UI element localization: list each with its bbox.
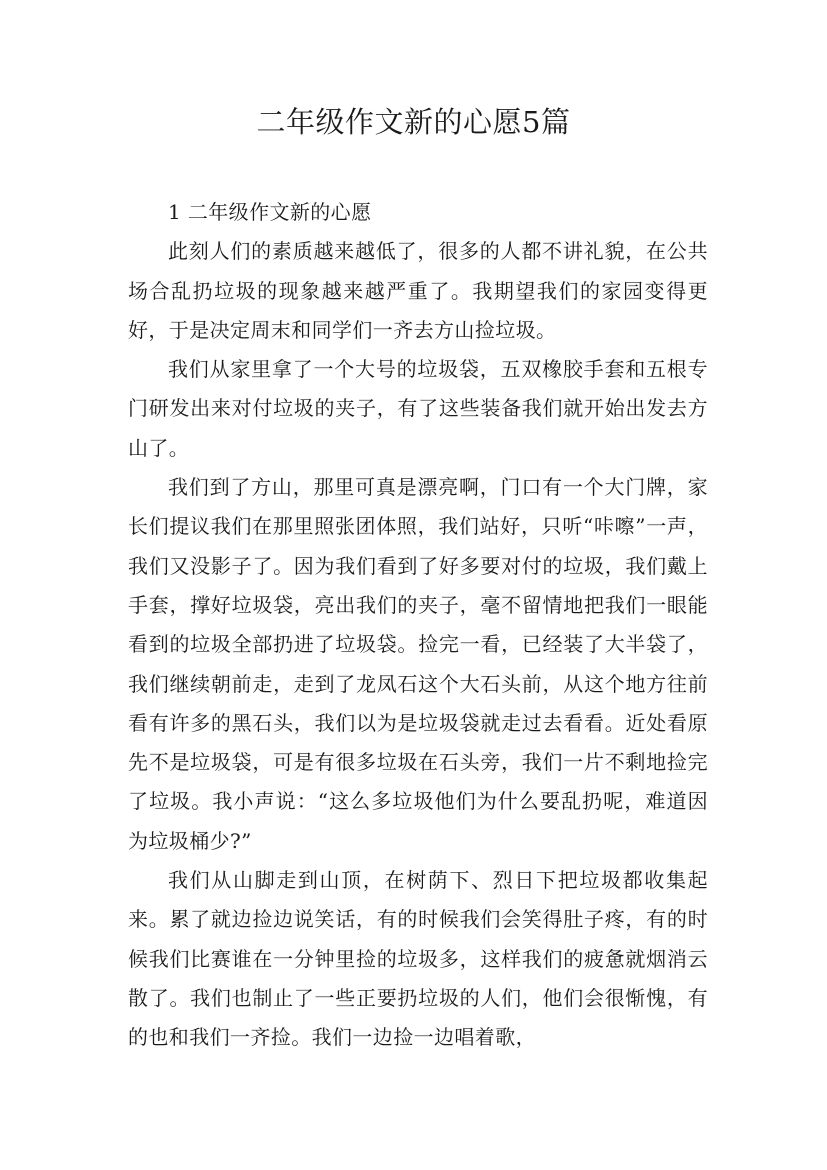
paragraph-3: 我们到了方山，那里可真是漂亮啊，门口有一个大门牌，家长们提议我们在那里照张团体照，我们站好，只听“咔嚓”一声，我们又没影子了。因为我们看到了好多要对付的垃圾，我们戴上手套，撑好垃圾袋，亮出我们的夹子，毫不留情地把我们一眼能看到的垃圾全部扔进了垃圾袋。捡完一看，已经装了大半袋了，我们继续朝前走，走到了龙凤石这个大石头前，从这个地方往前看有许多的黑石头，我们以为是垃圾袋就走过去看看。近处看原先不是垃圾袋，可是有很多垃圾在石头旁，我们一片不剩地捡完了垃圾。我小声说：“这么多垃圾他们为什么要乱扔呢，难道因为垃圾桶少?” <box>128 475 708 853</box>
paragraph-4: 我们从山脚走到山顶，在树荫下、烈日下把垃圾都收集起来。累了就边捡边说笑话，有的时候我们会笑得肚子疼，有的时候我们比赛谁在一分钟里捡的垃圾多，这样我们的疲惫就烟消云散了。我们也制止了一些正要扔垃圾的人们，他们会很惭愧，有的也和我们一齐捡。我们一边捡一边唱着歌， <box>128 868 708 1050</box>
paragraph-1: 此刻人们的素质越来越低了，很多的人都不讲礼貌，在公共场合乱扔垃圾的现象越来越严重了。我期望我们的家园变得更好，于是决定周末和同学们一齐去方山捡垃圾。 <box>128 239 708 342</box>
document-body <box>128 193 708 1058</box>
paragraph-2: 我们从家里拿了一个大号的垃圾袋，五双橡胶手套和五根专门研发出来对付垃圾的夹子，有了这些装备我们就开始出发去方山了。 <box>128 357 708 460</box>
document-title: 二年级作文新的心愿5篇 <box>256 105 571 139</box>
section-heading: 1 二年级作文新的心愿 <box>168 200 372 224</box>
